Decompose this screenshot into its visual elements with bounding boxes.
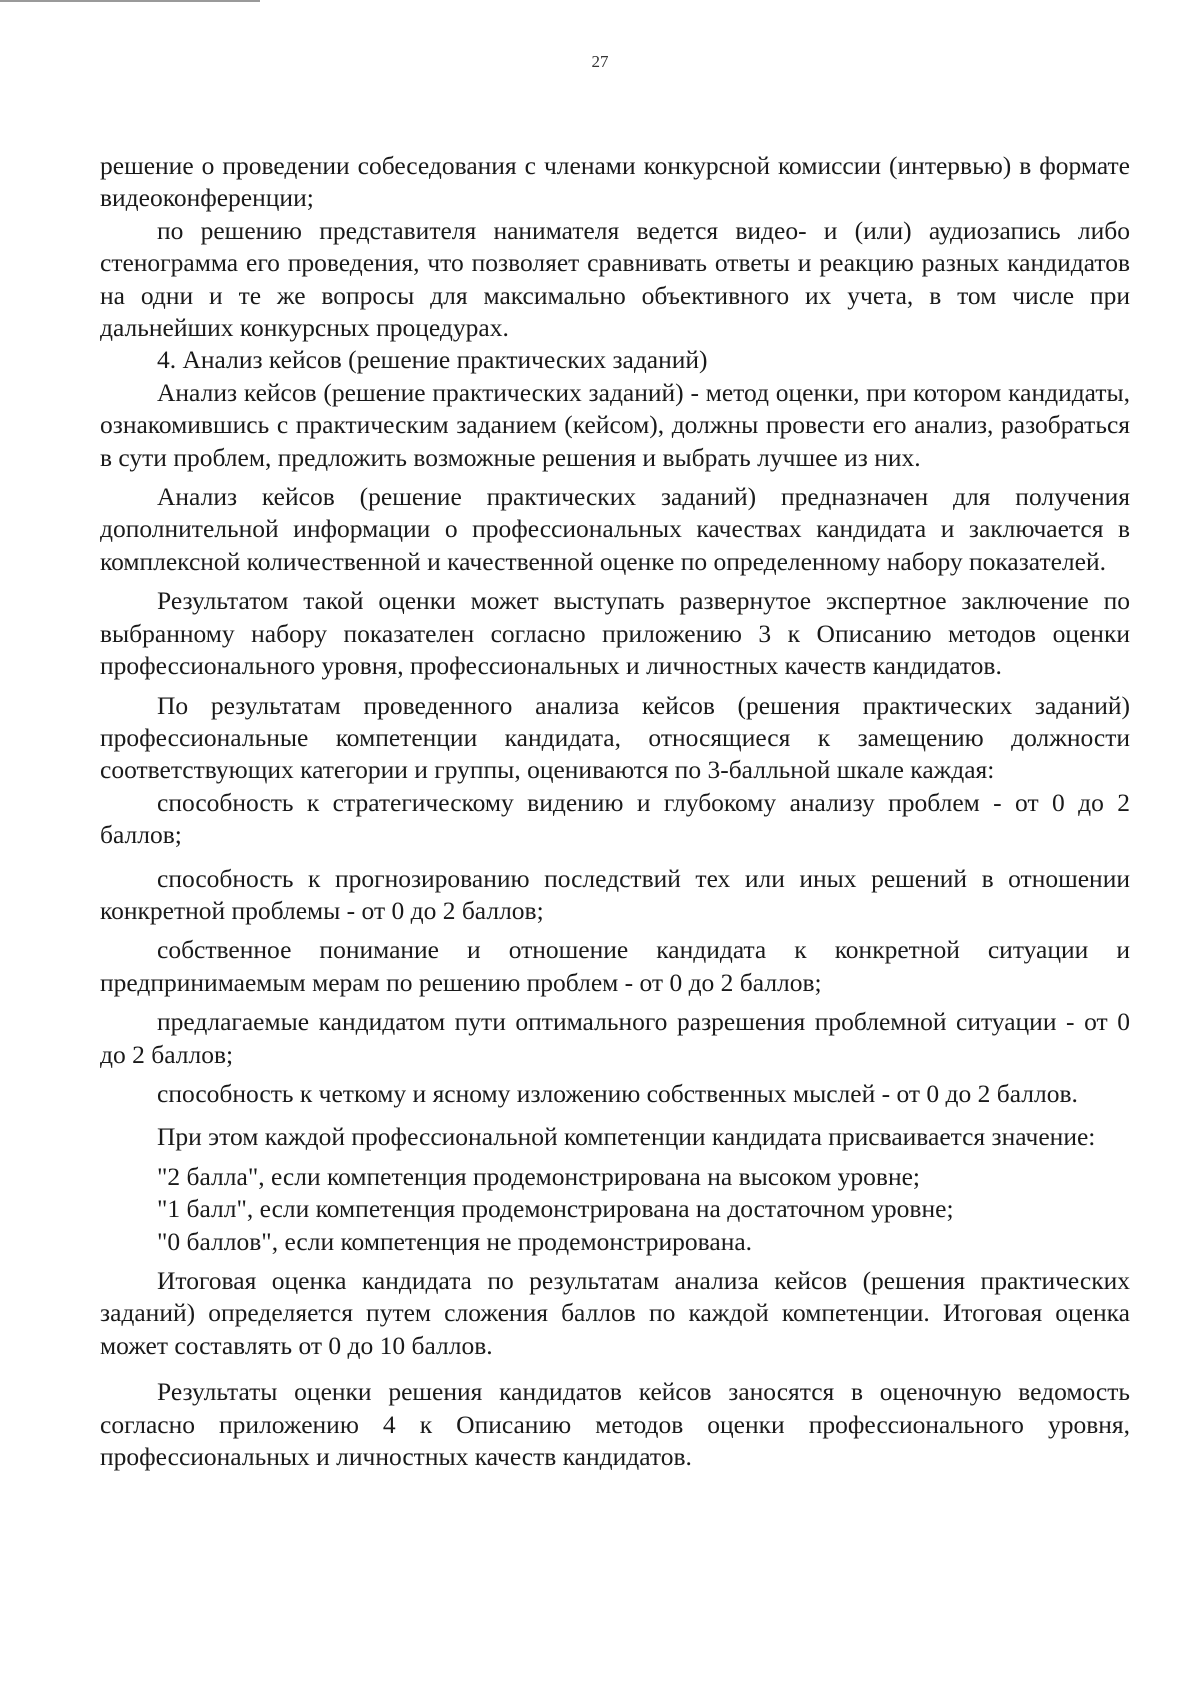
paragraph-case-purpose: Анализ кейсов (решение практических заданий) предназначен для получения дополнительной информации о профессиональных качествах кандидата и заключается в комплексной количественной и качественной оценке по определенному набору показателей. xyxy=(100,482,1130,576)
paragraph-recording: по решению представителя нанимателя ведется видео- и (или) аудиозапись либо стенограмма его проведения, что позволяет сравнивать ответы и реакцию разных кандидатов на одни и те же вопросы для максимально объективного их учета, в том числе при дальнейших конкурсных процедурах. xyxy=(100,215,1130,343)
scan-edge-line xyxy=(0,0,260,2)
paragraph-case-definition: Анализ кейсов (решение практических заданий) - метод оценки, при котором кандидаты, ознакомившись с практическим заданием (кейсом), должны провести его анализ, разобраться в сути проблем, предложить возможные решения и выбрать лучшее из них. xyxy=(100,377,1130,472)
paragraph-interview-format: решение о проведении собеседования с членами конкурсной комиссии (интервью) в формате видеоконференции; xyxy=(100,151,1130,213)
list-item-clear-expression: способность к четкому и ясному изложению собственных мыслей - от 0 до 2 баллов. xyxy=(157,1078,1078,1108)
paragraph-value-assignment: При этом каждой профессиональной компетенции кандидата присваивается значение: xyxy=(157,1122,1096,1152)
list-item-optimal-resolution: предлагаемые кандидатом пути оптимального разрешения проблемной ситуации - от 0 до 2 баллов; xyxy=(100,1007,1130,1069)
score-item-0-points: "0 баллов", если компетенция не продемонстрирована. xyxy=(157,1226,753,1256)
list-item-forecasting: способность к прогнозированию последствий тех или иных решений в отношении конкретной проблемы - от 0 до 2 баллов; xyxy=(100,863,1130,925)
list-item-strategic-vision: способность к стратегическому видению и глубокому анализу проблем - от 0 до 2 баллов; xyxy=(100,787,1130,850)
paragraph-expert-conclusion: Результатом такой оценки может выступать развернутое экспертное заключение по выбранному набору показателен согласно приложению 3 к Описанию методов оценки профессионального уровня, профессиональных и личностных качеств кандидатов. xyxy=(100,586,1130,681)
section-heading-case-analysis: 4. Анализ кейсов (решение практических заданий) xyxy=(157,345,708,375)
paragraph-results-sheet: Результаты оценки решения кандидатов кейсов заносятся в оценочную ведомость согласно приложению 4 к Описанию методов оценки профессионального уровня, профессиональных и личностных качеств кандидатов. xyxy=(100,1377,1130,1472)
paragraph-competency-scale: По результатам проведенного анализа кейсов (решения практических заданий) профессиональные компетенции кандидата, относящиеся к замещению должности соответствующих категории и группы, оцениваются по 3-балльной шкале каждая: xyxy=(100,690,1130,785)
score-item-1-point: "1 балл", если компетенция продемонстрирована на достаточном уровне; xyxy=(157,1194,954,1224)
document-body xyxy=(100,150,1130,1473)
paragraph-total-score: Итоговая оценка кандидата по результатам анализа кейсов (решения практических заданий) определяется путем сложения баллов по каждой компетенции. Итоговая оценка может составлять от 0 до 10 баллов. xyxy=(100,1266,1130,1360)
list-item-own-understanding: собственное понимание и отношение кандидата к конкретной ситуации и предпринимаемым мерам по решению проблем - от 0 до 2 баллов; xyxy=(100,935,1130,997)
score-item-2-points: "2 балла", если компетенция продемонстрирована на высоком уровне; xyxy=(157,1161,921,1191)
page-number: 27 xyxy=(591,52,609,71)
